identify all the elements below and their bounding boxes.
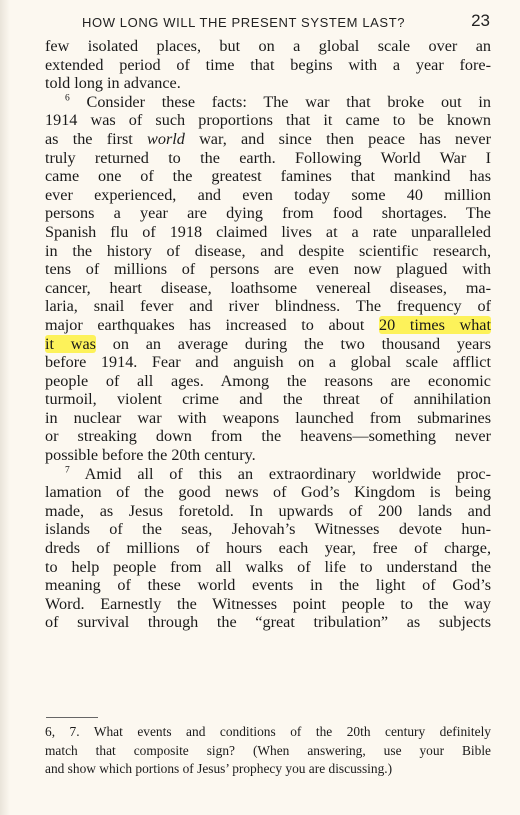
text-line: of survival through the “great tribulation” as subjects xyxy=(45,613,491,632)
text-line: it was on an average during the two thousand years xyxy=(45,334,491,353)
text-line: ever experienced, and even today some 40 million xyxy=(45,185,491,204)
study-question-footnote xyxy=(45,724,491,780)
text-line: made, as Jesus foretold. In upwards of 200 lands and xyxy=(45,501,491,520)
footnote-line: match that composite sign? (When answering, use your Bible xyxy=(45,742,491,758)
text-line: possible before the 20th century. xyxy=(45,446,256,465)
text-line: tens of millions of persons are even now plagued with xyxy=(45,260,491,279)
footnote-line: and show which portions of Jesus’ prophecy you are discussing.) xyxy=(45,761,393,777)
text-line: $^7$ Amid all of this an extraordinary worldwide proc- xyxy=(65,464,491,483)
running-header xyxy=(60,11,490,33)
paragraph-number: 6 xyxy=(65,93,70,104)
text-line: extended period of time that begins with a year fore- xyxy=(45,55,491,74)
text-line: Word. Earnestly the Witnesses point people to the way xyxy=(45,594,491,613)
footnote-divider xyxy=(46,717,98,718)
text-line: lamation of the good news of God’s Kingdom is being xyxy=(45,483,491,502)
page-gutter-shadow xyxy=(0,0,10,815)
text-line: major earthquakes has increased to about 20 times what xyxy=(45,315,491,334)
text-line: turmoil, violent crime and the threat of annihilation xyxy=(45,390,491,409)
emphasized-word: world xyxy=(147,129,185,148)
footnote-line: 6, 7. What events and conditions of the 20th century definitely xyxy=(45,724,491,739)
paragraph-number: 7 xyxy=(65,465,70,476)
text-line: before 1914. Fear and anguish on a global scale afflict xyxy=(45,353,491,372)
text-line: few isolated places, but on a global scale over an xyxy=(45,37,491,55)
text-line: told long in advance. xyxy=(45,74,181,93)
text-line: came one of the greatest famines that mankind has xyxy=(45,167,491,186)
text-line: $^6$ Consider these facts: The war that broke out in xyxy=(65,92,492,111)
text-line: as the first world war, and since then peace has never xyxy=(45,129,491,148)
text-line: in the history of disease, and despite scientific research, xyxy=(45,241,491,260)
text-line: in nuclear war with weapons launched from submarines xyxy=(45,408,491,427)
page-number: 23 xyxy=(471,11,490,30)
text-line: laria, snail fever and river blindness. The frequency of xyxy=(45,297,491,316)
text-line: persons a year are dying from food shortages. The xyxy=(45,204,491,223)
running-title: HOW LONG WILL THE PRESENT SYSTEM LAST? xyxy=(82,15,406,30)
highlighted-text: 20 times what xyxy=(379,315,491,334)
text-line: people of all ages. Among the reasons are economic xyxy=(45,371,491,390)
highlighted-text: it was xyxy=(45,334,96,353)
text-line: or streaking down from the heavens—something never xyxy=(45,427,491,446)
text-line: to help people from all walks of life to understand the xyxy=(45,557,491,576)
text-line: truly returned to the earth. Following World War I xyxy=(45,148,491,167)
body-text xyxy=(45,37,491,632)
text-line: meaning of these world events in the light of God’s xyxy=(45,576,491,595)
text-line: islands of the seas, Jehovah’s Witnesses devote hun- xyxy=(45,520,491,539)
text-line: cancer, heart disease, loathsome venereal diseases, ma- xyxy=(45,278,491,297)
text-line: 1914 was of such proportions that it came to be known xyxy=(45,111,491,130)
text-line: dreds of millions of hours each year, free of charge, xyxy=(45,539,491,558)
text-line: Spanish flu of 1918 claimed lives at a rate unparalleled xyxy=(45,222,491,241)
